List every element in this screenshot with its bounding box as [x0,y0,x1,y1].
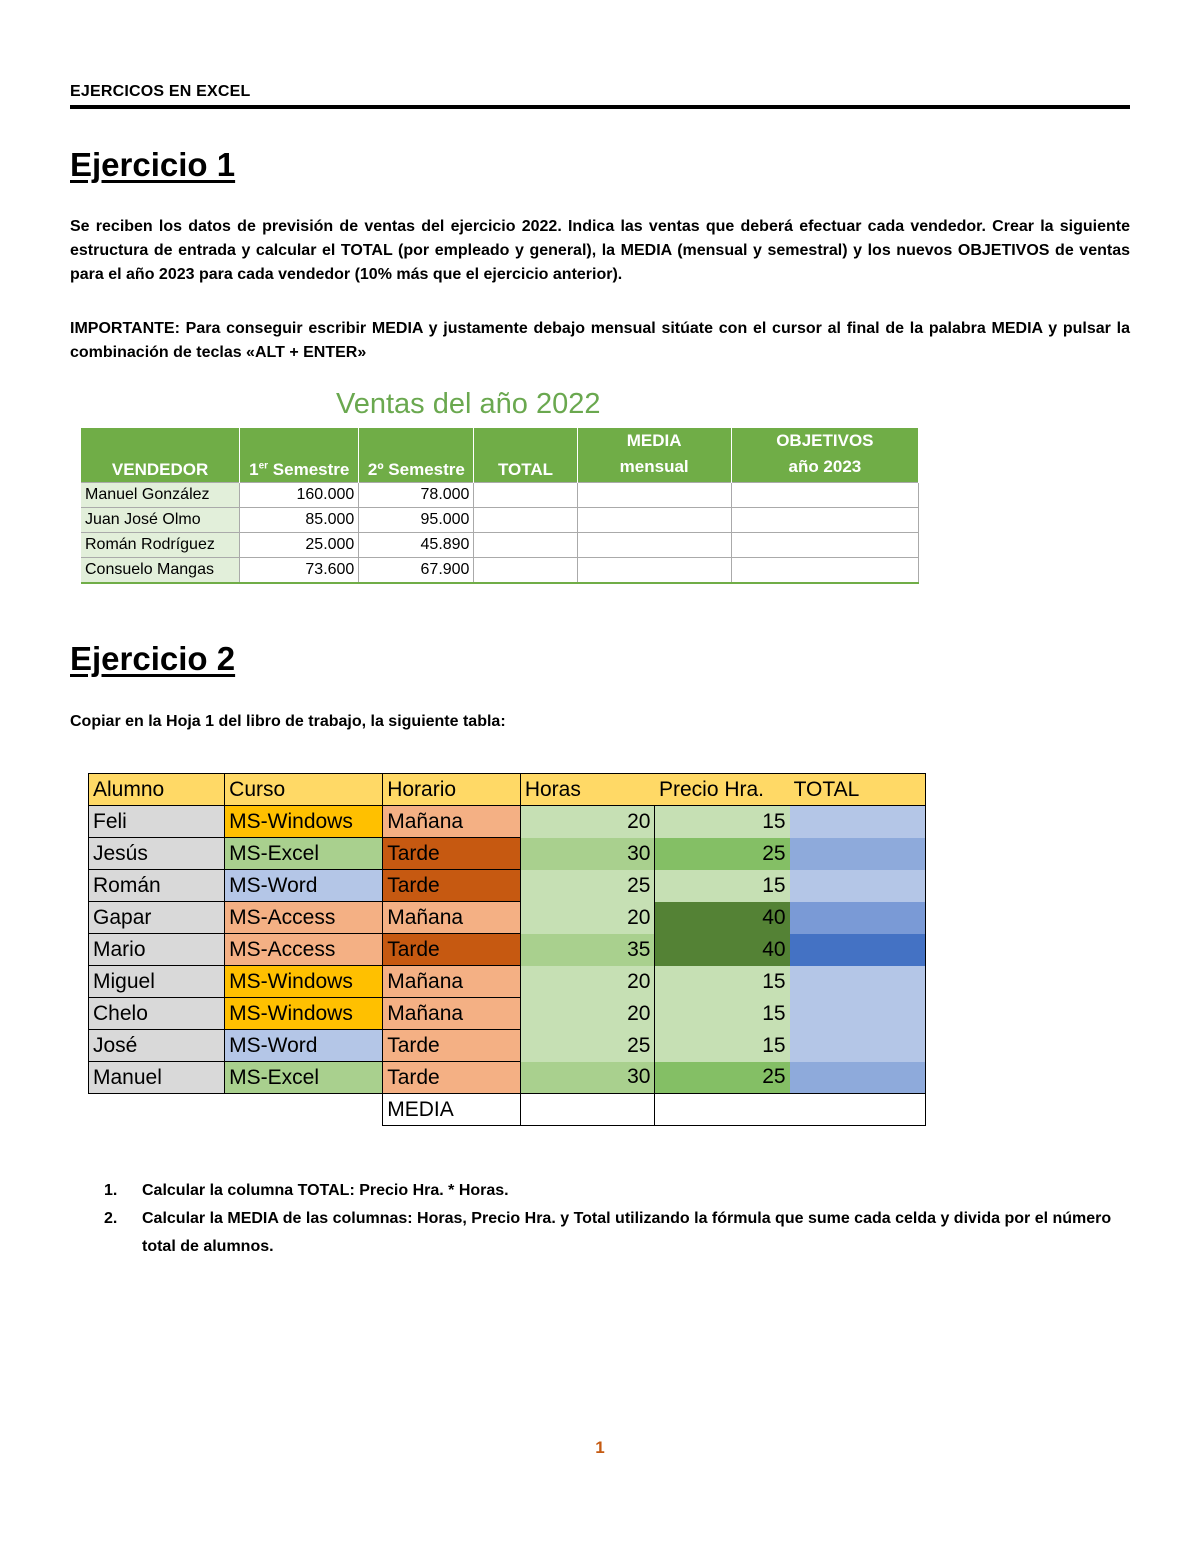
task-text: Calcular la columna TOTAL: Precio Hra. * Horas. [142,1182,509,1199]
column-header: Curso [225,774,383,806]
alumno-cell: Jesús [89,838,225,870]
horas-cell: 20 [520,966,655,998]
col-semestre-1: 1er Semestre [240,428,359,483]
alumno-cell: Gapar [89,902,225,934]
semestre-1-cell: 160.000 [240,483,359,508]
objetivos-cell [731,508,918,533]
horario-cell: Tarde [383,1062,521,1094]
students-table [88,773,926,1126]
student-row [89,934,926,966]
total-cell [790,934,926,966]
horas-cell: 25 [520,1030,655,1062]
vendedor-cell: Román Rodríguez [81,533,240,558]
student-row [89,1030,926,1062]
alumno-cell: Feli [89,806,225,838]
total-cell [790,1030,926,1062]
curso-cell: MS-Access [225,934,383,966]
curso-cell: MS-Excel [225,1062,383,1094]
sales-row [81,558,919,584]
total-cell [790,806,926,838]
sales-row [81,483,919,508]
student-row [89,902,926,934]
sales-table [81,428,919,584]
alumno-cell: Mario [89,934,225,966]
alumno-cell: Román [89,870,225,902]
task-item [104,1177,1124,1205]
alumno-cell: Manuel [89,1062,225,1094]
column-header: Alumno [89,774,225,806]
media-cell [577,483,731,508]
curso-cell: MS-Windows [225,966,383,998]
student-row [89,838,926,870]
horario-cell: Tarde [383,1030,521,1062]
column-header: TOTAL [790,774,926,806]
sales-table-header [81,428,919,483]
total-cell [474,483,577,508]
horario-cell: Mañana [383,966,521,998]
horas-cell: 35 [520,934,655,966]
horas-cell: 20 [520,998,655,1030]
header-rule [70,105,1130,109]
total-cell [790,998,926,1030]
total-cell [474,508,577,533]
precio-cell: 15 [655,1030,790,1062]
task-item [104,1205,1124,1261]
total-cell [790,1062,926,1094]
column-header: Horario [383,774,521,806]
ejercicio-2-heading: Ejercicio 2 [70,640,236,677]
precio-cell: 40 [655,934,790,966]
media-cell [577,558,731,584]
total-cell [474,533,577,558]
total-cell [790,902,926,934]
horario-cell: Tarde [383,934,521,966]
horario-cell: Mañana [383,902,521,934]
alumno-cell: Miguel [89,966,225,998]
total-cell [790,966,926,998]
horario-cell: Mañana [383,806,521,838]
ejercicio-1-description: Se reciben los datos de previsión de ventas del ejercicio 2022. Indica las ventas que deberá efectuar cada vendedor. Crear la siguiente estructura de entrada y calcular el TOTAL (por empleado y general), la MEDIA (mensual y semestral) y los nuevos OBJETIVOS de ventas para el año 2023 para cada vendedor (10% más que el ejercicio anterior). [70,218,1130,283]
precio-cell: 15 [655,998,790,1030]
horas-cell: 20 [520,806,655,838]
horas-cell: 20 [520,902,655,934]
col-total: TOTAL [474,428,577,483]
total-cell [790,870,926,902]
page-number: 1 [595,1438,605,1457]
curso-cell: MS-Word [225,1030,383,1062]
vendedor-cell: Manuel González [81,483,240,508]
precio-cell: 15 [655,966,790,998]
objetivos-cell [731,558,918,584]
media-label-cell: MEDIA [383,1094,521,1126]
objetivos-cell [731,483,918,508]
curso-cell: MS-Excel [225,838,383,870]
student-row [89,998,926,1030]
semestre-1-cell: 85.000 [240,508,359,533]
col-objetivos: OBJETIVOS año 2023 [731,428,918,483]
ejercicio-1-heading: Ejercicio 1 [70,146,236,183]
semestre-1-cell: 25.000 [240,533,359,558]
total-cell [790,838,926,870]
horario-cell: Tarde [383,870,521,902]
sales-row [81,533,919,558]
student-row [89,870,926,902]
empty-cell [225,1094,383,1126]
student-row [89,1062,926,1094]
task-text: Calcular la MEDIA de las columnas: Horas, Precio Hra. y Total utilizando la fórmula que sume cada celda y divida por el número total de alumnos. [142,1210,1112,1255]
semestre-1-cell: 73.600 [240,558,359,584]
sales-row [81,508,919,533]
precio-cell: 15 [655,806,790,838]
objetivos-cell [731,533,918,558]
vendedor-cell: Consuelo Mangas [81,558,240,584]
precio-cell: 15 [655,870,790,902]
curso-cell: MS-Word [225,870,383,902]
precio-cell: 25 [655,1062,790,1094]
student-row [89,966,926,998]
vendedor-cell: Juan José Olmo [81,508,240,533]
alumno-cell: Chelo [89,998,225,1030]
media-row [89,1094,926,1126]
col-semestre-2: 2º Semestre [359,428,474,483]
horas-cell: 30 [520,1062,655,1094]
sales-table-title: Ventas del año 2022 [336,388,601,420]
empty-cell [89,1094,225,1126]
total-cell [474,558,577,584]
semestre-2-cell: 78.000 [359,483,474,508]
task-number: 2. [104,1210,118,1227]
curso-cell: MS-Access [225,902,383,934]
media-cell [577,508,731,533]
horas-cell: 25 [520,870,655,902]
col-media-mensual: MEDIA mensual [577,428,731,483]
semestre-2-cell: 95.000 [359,508,474,533]
horas-cell: 30 [520,838,655,870]
horario-cell: Tarde [383,838,521,870]
important-note: IMPORTANTE: Para conseguir escribir MEDIA y justamente debajo mensual sitúate con el cursor al final de la palabra MEDIA y pulsar la combinación de teclas «ALT + ENTER» [70,320,1130,361]
task-list [104,1177,1124,1261]
col-vendedor: VENDEDOR [81,428,240,483]
page-header: EJERCICOS EN EXCEL [70,83,251,100]
curso-cell: MS-Windows [225,998,383,1030]
curso-cell: MS-Windows [225,806,383,838]
media-precio-cell [655,1094,926,1126]
student-row [89,806,926,838]
alumno-cell: José [89,1030,225,1062]
semestre-2-cell: 67.900 [359,558,474,584]
media-cell [577,533,731,558]
precio-cell: 40 [655,902,790,934]
ejercicio-2-intro: Copiar en la Hoja 1 del libro de trabajo, la siguiente tabla: [70,713,506,730]
column-header: Precio Hra. [655,774,790,806]
media-horas-cell [520,1094,655,1126]
precio-cell: 25 [655,838,790,870]
column-header: Horas [520,774,655,806]
semestre-2-cell: 45.890 [359,533,474,558]
students-table-header [89,774,926,806]
task-number: 1. [104,1182,118,1199]
horario-cell: Mañana [383,998,521,1030]
